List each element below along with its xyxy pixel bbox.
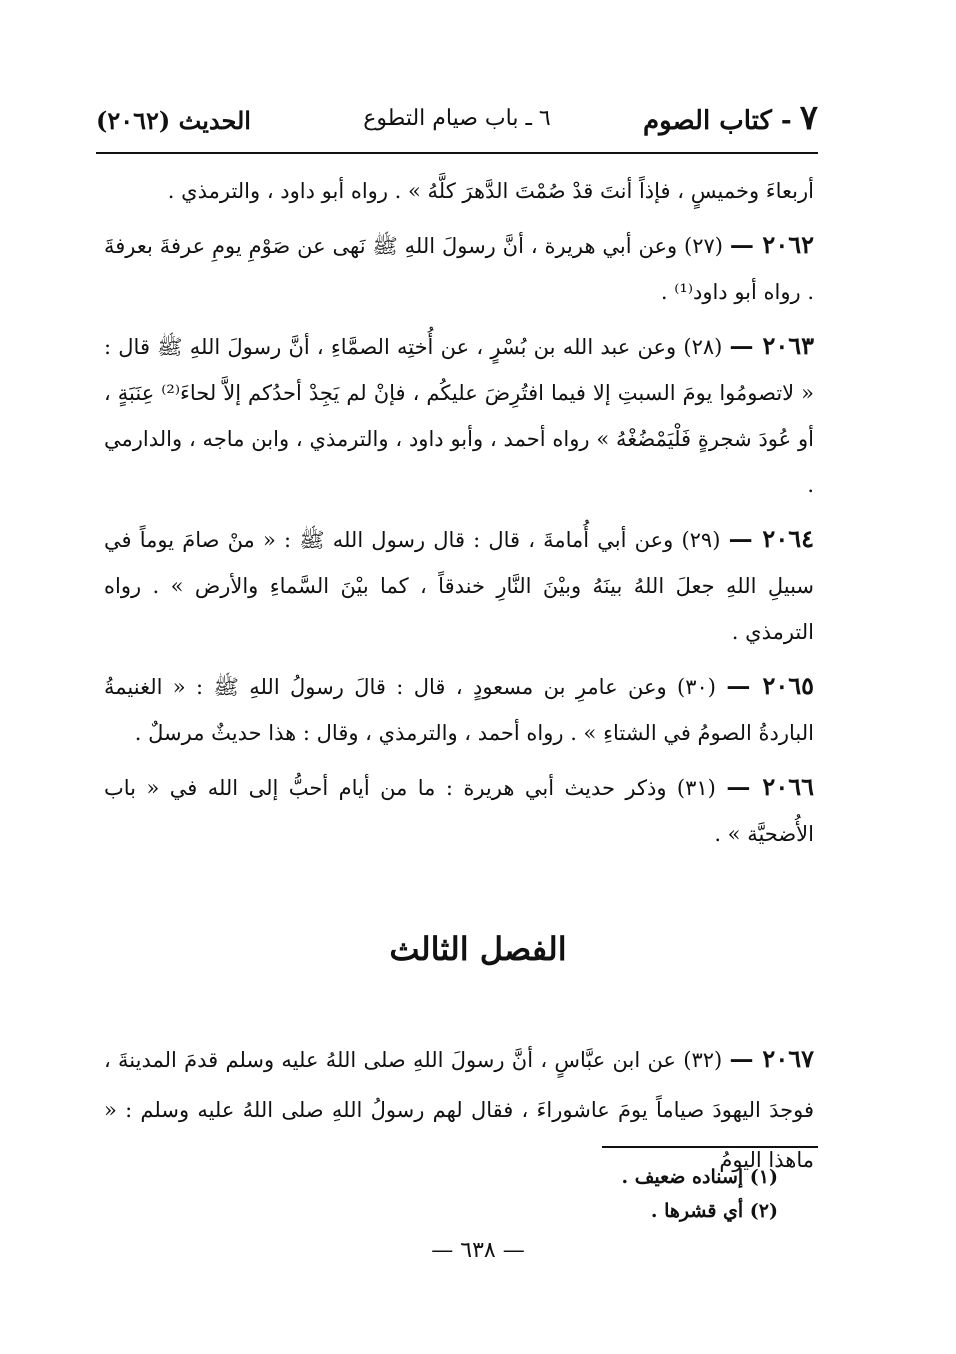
footnote-divider xyxy=(602,1146,818,1148)
hadith-ref: (٣٢) xyxy=(683,1048,723,1072)
footnote-item: (١) إسناده ضعيف . xyxy=(621,1166,778,1188)
hadith-entry xyxy=(104,516,814,655)
hadith-number: ٢٠٦٧ — xyxy=(729,1044,814,1073)
hadith-ref: (٢٧) xyxy=(684,234,723,258)
hadith-entry xyxy=(104,222,814,315)
hadith-text: وعن عبد الله بن بُسْرٍ ، عن أُختِه الصمَّاءِ ، أنَّ رسولَ اللهِ ﷺ قال : « لاتصومُوا يومَ السبتِ إلا فيما افتُرِضَ عليكُم ، فإنْ لم يَجِدْ أحدُكم إلاَّ لحاءَ⁽²⁾ عِنَبَةٍ ، أو عُودَ شجرةٍ فَلْيَمْضُغْهُ » رواه أحمد ، وأبو داود ، والترمذي ، وابن ماجه ، والدارمي . xyxy=(104,335,815,497)
header-hadith-range: الحديث (٢٠٦٢) xyxy=(96,106,251,135)
footnote-item: (٢) أي قشرها . xyxy=(650,1200,778,1222)
page-number: — ٦٣٨ — xyxy=(431,1238,525,1263)
header-book-label: - كتاب الصوم xyxy=(642,106,792,136)
hadith-ref: (٣١) xyxy=(676,776,716,800)
section-heading: الفصل الثالث xyxy=(389,930,567,968)
hadith-text: وعن أبي هريرة ، أنَّ رسولَ اللهِ ﷺ نَهى عن صَوْمِ يومِ عرفةَ بعرفةَ . رواه أبو داود⁽¹⁾ . xyxy=(104,234,814,304)
hadith-entry xyxy=(104,663,814,756)
footnotes xyxy=(621,1160,778,1228)
hadith-text: وذكر حديث أبي هريرة : ما من أيام أحبُّ إلى الله في « باب الأُضحيَّة » . xyxy=(104,776,814,846)
running-header xyxy=(96,98,818,154)
hadith-entry xyxy=(104,764,814,857)
main-text xyxy=(104,168,814,865)
header-chapter-title: ٦ ـ باب صيام التطوع xyxy=(363,106,551,131)
hadith-number: ٢٠٦٦ — xyxy=(726,772,814,801)
hadith-entry xyxy=(104,323,814,508)
hadith-text: وعن أبي أُمامةَ ، قال : قال رسول الله ﷺ : « منْ صامَ يوماً في سبيلِ اللهِ جعلَ اللهُ بينَهُ وبيْنَ النَّارِ خندقاً ، كما بيْنَ السَّماءِ والأرض » . رواه الترمذي . xyxy=(104,528,814,644)
header-book-title xyxy=(643,98,818,138)
hadith-number: ٢٠٦٢ — xyxy=(729,230,814,259)
hadith-ref: (٢٩) xyxy=(681,528,721,552)
header-divider xyxy=(96,152,818,154)
hadith-text: وعن عامرِ بن مسعودٍ ، قال : قالَ رسولُ اللهِ ﷺ : « الغنيمةُ الباردةُ الصومُ في الشتاءِ » . رواه أحمد ، والترمذي ، وقال : هذا حديثٌ مرسلٌ . xyxy=(104,675,814,745)
hadith-number: ٢٠٦٣ — xyxy=(729,331,814,360)
hadith-number: ٢٠٦٤ — xyxy=(728,524,814,553)
hadith-ref: (٣٠) xyxy=(677,675,716,699)
header-book-number: ٧ xyxy=(799,98,818,138)
continuation-paragraph: أربعاءَ وخميسٍ ، فإذاً أنتَ قدْ صُمْتَ الدَّهرَ كلَّهُ » . رواه أبو داود ، والترمذي . xyxy=(167,179,814,203)
hadith-text: عن ابن عبَّاسٍ ، أنَّ رسولَ اللهِ صلى اللهُ عليه وسلم قدمَ المدينةَ ، فوجدَ اليهودَ صياماً يومَ عاشوراءَ ، فقال لهم رسولُ اللهِ صلى اللهُ عليه وسلم : « ماهذا اليومُ xyxy=(104,1048,814,1172)
hadith-number: ٢٠٦٥ — xyxy=(726,671,814,700)
hadith-ref: (٢٨) xyxy=(683,335,723,359)
